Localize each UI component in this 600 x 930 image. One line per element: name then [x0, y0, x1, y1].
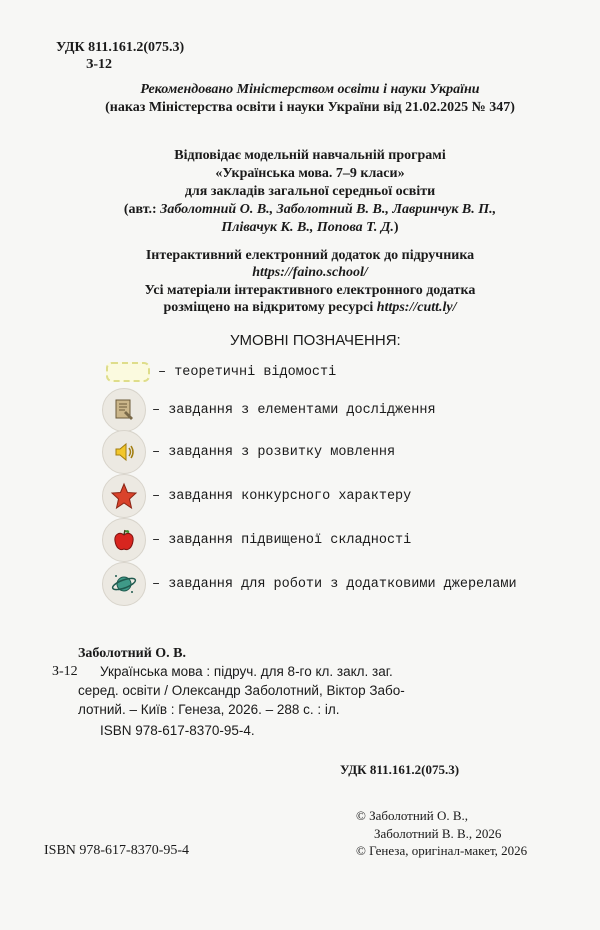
program-line-3: для закладів загальної середньої освіти	[184, 184, 436, 199]
recommendation-line-2: (наказ Міністерства освіти і науки України від 21.02.2025 № 347)	[105, 100, 515, 115]
legend-label-research: – завдання з елементами дослідження	[152, 402, 436, 418]
catalog-author: Заболотний О. В.	[78, 646, 186, 661]
author-code-top: З-12	[86, 57, 113, 72]
program-authors-prefix: (авт.:	[123, 202, 161, 217]
document-icon	[102, 388, 146, 432]
online-link-cutt[interactable]: https://cutt.ly/	[376, 300, 457, 315]
catalog-isbn: ISBN 978-617-8370-95-4.	[100, 723, 255, 738]
program-line-5	[60, 220, 560, 236]
legend-label-speech: – завдання з розвитку мовлення	[152, 444, 396, 460]
catalog-code: З-12	[52, 664, 78, 679]
program-line-4	[60, 202, 560, 218]
catalog-line-1: Українська мова : підруч. для 8-го кл. закл. заг.	[100, 664, 393, 679]
online-line-4	[60, 300, 560, 316]
copyright-line-2: Заболотний В. В., 2026	[374, 826, 502, 841]
legend-title: УМОВНІ ПОЗНАЧЕННЯ:	[230, 332, 401, 349]
legend-label-advanced: – завдання підвищеної складності	[152, 532, 412, 548]
legend-label-contest: – завдання конкурсного характеру	[152, 488, 412, 504]
legend-item-research	[102, 388, 436, 432]
program-authors-1: Заболотний О. В., Заболотний В. В., Лавринчук В. П.,	[160, 202, 497, 217]
udk-code-bottom: УДК 811.161.2(075.3)	[340, 762, 460, 777]
legend-label-theory: – теоретичні відомості	[158, 364, 337, 380]
online-resource-prefix: розміщено на відкритому ресурсі	[163, 300, 377, 315]
legend-item-sources	[102, 562, 517, 606]
online-line-1: Інтерактивний електронний додаток до підручника	[145, 248, 475, 263]
copyright-line-1: © Заболотний О. В.,	[356, 808, 469, 823]
apple-icon	[102, 518, 146, 562]
legend-item-speech	[102, 430, 395, 474]
catalog-line-2: серед. освіти / Олександр Заболотний, Віктор Забо-	[78, 683, 405, 698]
legend-item-advanced	[102, 518, 411, 562]
udk-code-top: УДК 811.161.2(075.3)	[56, 40, 185, 55]
legend-item-contest	[102, 474, 411, 518]
legend-label-sources: – завдання для роботи з додатковими джерелами	[152, 576, 517, 592]
planet-icon	[102, 562, 146, 606]
program-authors-2: Плівачук К. В., Попова Т. Д.	[221, 220, 394, 235]
copyright-line-3: © Генеза, оригінал-макет, 2026	[356, 843, 528, 858]
recommendation-line-1: Рекомендовано Міністерством освіти і науки України	[140, 82, 480, 97]
dashed-box-icon	[106, 362, 150, 382]
online-link-faino[interactable]: https://faino.school/	[252, 265, 368, 280]
isbn-bottom: ISBN 978-617-8370-95-4	[44, 843, 190, 858]
star-icon	[102, 474, 146, 518]
online-line-3: Усі матеріали інтерактивного електронного додатка	[144, 283, 476, 298]
speaker-icon	[102, 430, 146, 474]
program-line-1: Відповідає модельній навчальній програмі	[174, 148, 446, 163]
catalog-line-3: лотний. – Київ : Генеза, 2026. – 288 с. : іл.	[78, 702, 340, 717]
program-line-2: «Українська мова. 7–9 класи»	[215, 166, 405, 181]
program-authors-suffix: )	[393, 220, 399, 235]
